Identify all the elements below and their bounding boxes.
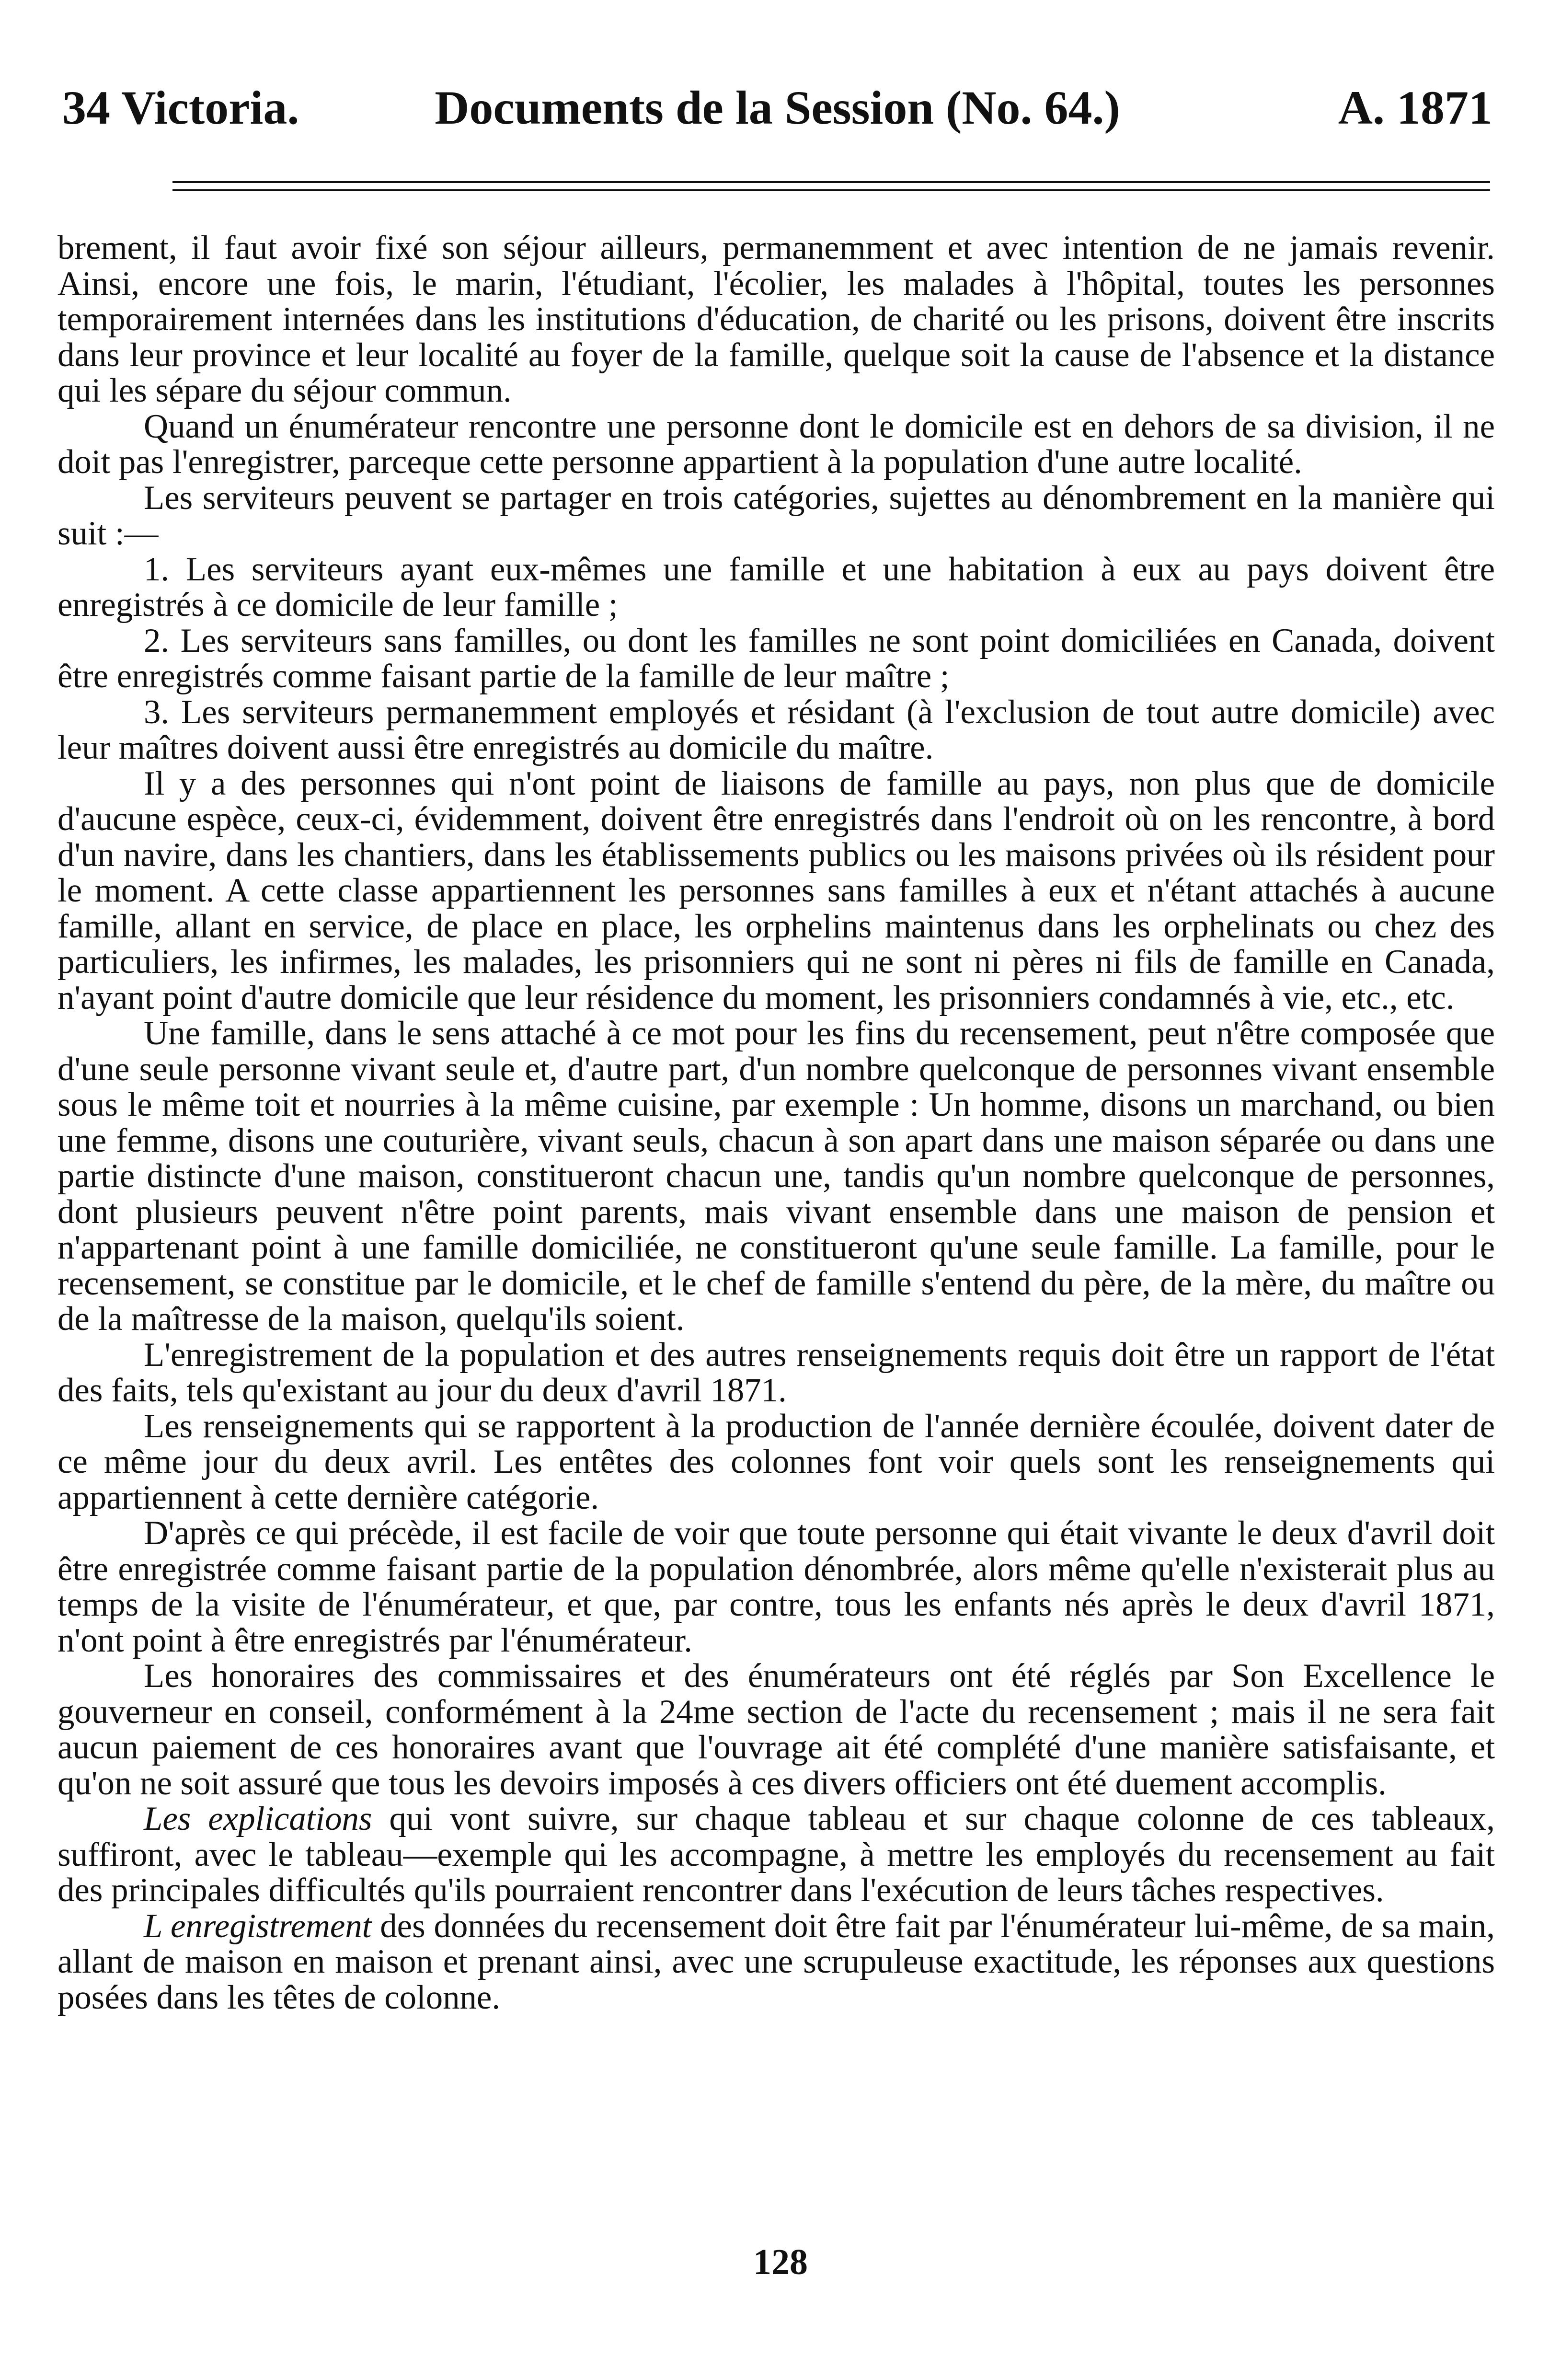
page-header [62,72,1492,144]
paragraph [57,1801,1495,1908]
paragraph-text: 3. Les serviteurs permanemment employés et résidant (à l'exclusion de tout autre domicile) avec leur maîtres doivent aussi être enregistrés au domicile du maître. [57,693,1495,766]
paragraph-text: Quand un énumérateur rencontre une personne dont le domicile est en dehors de sa division, il ne doit pas l'enregistrer, parceque cette personne appartient à la population d'une autre localité. [57,407,1495,481]
paragraph-text: L'enregistrement de la population et des autres renseignements requis doit être un rapport de l'état des faits, tels qu'existant au jour du deux d'avril 1871. [57,1336,1495,1409]
header-rule-bottom [172,189,1490,191]
paragraph-text: des données du recensement doit être fait par l'énumérateur lui-même, de sa main, allant de maison en maison et prenant ainsi, avec une scrupuleuse exactitude, les réponses aux questions posées dans les têtes de colonne. [57,1907,1495,2016]
paragraph-text: 2. Les serviteurs sans familles, ou dont les familles ne sont point domiciliées en Canada, doivent être enregistrés comme faisant partie de la famille de leur maître ; [57,622,1495,695]
paragraph [57,766,1495,1016]
header-rule-top [172,181,1490,183]
body-text [57,230,1495,2015]
paragraph-text: Les serviteurs peuvent se partager en trois catégories, sujettes au dénombrement en la manière qui suit :— [57,479,1495,552]
header-volume: 34 Victoria. [62,81,299,134]
paragraph [57,1658,1495,1801]
paragraph [57,1016,1495,1337]
italic-lead: Les explications [144,1800,372,1837]
paragraph-text: Les renseignements qui se rapportent à la production de l'année dernière écoulée, doivent dater de ce même jour du deux avril. Les entêtes des colonnes font voir quels sont les renseignements qui appartiennent à cette dernière catégorie. [57,1407,1495,1516]
header-session-title: Documents de la Session (No. 64.) [435,81,1120,134]
list-item [57,623,1495,694]
list-item [57,694,1495,766]
paragraph [57,480,1495,552]
italic-lead: L enregistrement [144,1907,372,1945]
paragraph [57,409,1495,480]
paragraph-continuation [57,230,1495,409]
page-number: 128 [753,2242,808,2282]
paragraph-text: D'après ce qui précède, il est facile de voir que toute personne qui était vivante le deux d'avril doit être enregistrée comme faisant partie de la population dénombrée, alors même qu'elle n'existerait plus au temps de la visite de l'énumérateur, et que, par contre, tous les enfants nés après le deux d'avril 1871, n'ont point à être enregistrés par l'énumérateur. [57,1514,1495,1659]
paragraph [57,1908,1495,2016]
paragraph-text: brement, il faut avoir fixé son séjour ailleurs, permanemment et avec intention de ne jamais revenir. Ainsi, encore une fois, le marin, l'étudiant, l'écolier, les malades à l'hôpital, toutes les personnes temporairement internées dans les institutions d'éducation, de charité ou les prisons, doivent être inscrits dans leur province et leur localité au foyer de la famille, quelque soit la cause de l'absence et la distance qui les sépare du séjour commun. [57,229,1495,409]
paragraph [57,1409,1495,1516]
header-year: A. 1871 [1338,81,1492,134]
paragraph-text: Les honoraires des commissaires et des énumérateurs ont été réglés par Son Excellence le gouverneur en conseil, conformément à la 24me section de l'acte du recensement ; mais il ne sera fait aucun paiement de ces honoraires avant que l'ouvrage ait été complété d'une manière satisfaisante, et qu'on ne soit assuré que tous les devoirs imposés à ces divers officiers ont été duement accomplis. [57,1657,1495,1802]
paragraph-text: Une famille, dans le sens attaché à ce mot pour les fins du recensement, peut n'être composée que d'une seule personne vivant seule et, d'autre part, d'un nombre quelconque de personnes vivant ensemble sous le même toit et nourries à la même cuisine, par exemple : Un homme, disons un marchand, ou bien une femme, disons une couturière, vivant seuls, chacun à son apart dans une maison séparée ou dans une partie distincte d'une maison, constitueront chacun une, tandis qu'un nombre quelconque de personnes, dont plusieurs peuvent n'être point parents, mais vivant ensemble dans une maison de pension et n'appartenant point à une famille domiciliée, ne constitueront qu'une seule famille. La famille, pour le recensement, se constitue par le domicile, et le chef de famille s'entend du père, de la mère, du maître ou de la maîtresse de la maison, quelqu'ils soient. [57,1015,1495,1338]
paragraph [57,1515,1495,1658]
paragraph-text: 1. Les serviteurs ayant eux-mêmes une famille et une habitation à eux au pays doivent être enregistrés à ce domicile de leur famille ; [57,550,1495,624]
paragraph [57,1337,1495,1409]
paragraph-text: qui vont suivre, sur chaque tableau et sur chaque colonne de ces tableaux, suffiront, avec le tableau—exemple qui les accompagne, à mettre les employés du recensement au fait des principales difficultés qu'ils pourraient rencontrer dans l'exécution de leurs tâches respectives. [57,1800,1495,1909]
paragraph-text: Il y a des personnes qui n'ont point de liaisons de famille au pays, non plus que de domicile d'aucune espèce, ceux-ci, évidemment, doivent être enregistrés dans l'endroit où on les rencontre, à bord d'un navire, dans les chantiers, dans les établissements publics ou les maisons privées où ils résident pour le moment. A cette classe appartiennent les personnes sans familles à eux et n'étant attachés à aucune famille, allant en service, de place en place, les orphelins maintenus dans les orphelinats ou chez des particuliers, les infirmes, les malades, les prisonniers qui ne sont ni pères ni fils de famille en Canada, n'ayant point d'autre domicile que leur résidence du moment, les prisonniers condamnés à vie, etc., etc. [57,764,1495,1017]
list-item [57,552,1495,623]
